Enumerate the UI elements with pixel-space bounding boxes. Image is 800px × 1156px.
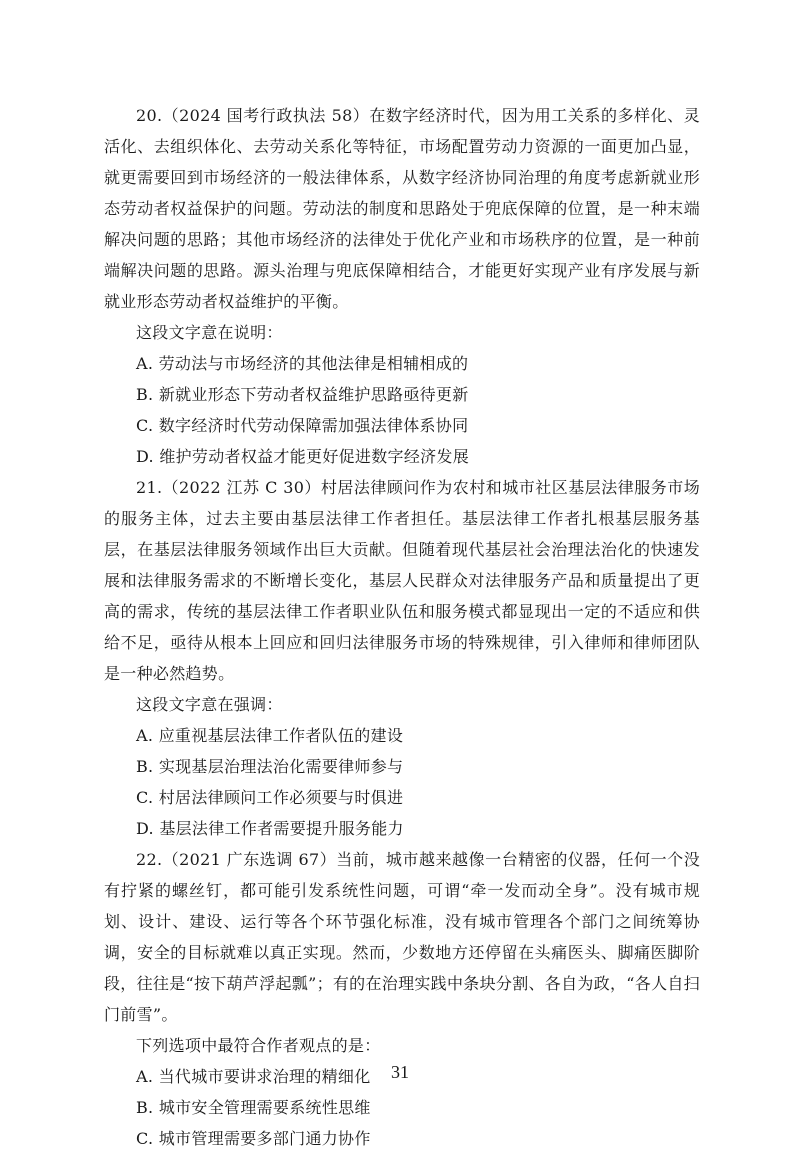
question-21 [104, 472, 700, 844]
option-c: C. 数字经济时代劳动保障需加强法律体系协同 [136, 416, 469, 435]
question-prompt: 这段文字意在说明： [136, 323, 283, 342]
option-a: A. 应重视基层法律工作者队伍的建设 [136, 726, 404, 745]
option-d: D. 基层法律工作者需要提升服务能力 [136, 819, 404, 838]
option-a: A. 当代城市要讲求治理的精细化 [136, 1067, 371, 1086]
option-c: C. 村居法律顾问工作必须要与时俱进 [136, 788, 404, 807]
question-stem: 21.（2022 江苏 C 30）村居法律顾问作为农村和城市社区基层法律服务市场的服务主体，过去主要由基层法律工作者担任。基层法律工作者扎根基层服务基层，在基层法律服务领域作出巨大贡献。但随着现代基层社会治理法治化的快速发展和法律服务需求的不断增长变化，基层人民群众对法律服务产品和质量提出了更高的需求，传统的基层法律工作者职业队伍和服务模式都显现出一定的不适应和供给不足，亟待从根本上回应和回归法律服务市场的特殊规律，引入律师和律师团队是一种必然趋势。 [104, 478, 700, 683]
question-stem: 20.（2024 国考行政执法 58）在数字经济时代，因为用工关系的多样化、灵活化、去组织体化、去劳动关系化等特征，市场配置劳动力资源的一面更加凸显，就更需要回到市场经济的一般法律体系，从数字经济协同治理的角度考虑新就业形态劳动者权益保护的问题。劳动法的制度和思路处于兜底保障的位置，是一种末端解决问题的思路；其他市场经济的法律处于优化产业和市场秩序的位置，是一种前端解决问题的思路。源头治理与兜底保障相结合，才能更好实现产业有序发展与新就业形态劳动者权益维护的平衡。 [104, 106, 700, 311]
page-content [104, 100, 700, 1154]
question-prompt: 这段文字意在强调： [136, 695, 283, 714]
question-prompt: 下列选项中最符合作者观点的是： [136, 1036, 381, 1055]
option-b: B. 实现基层治理法治化需要律师参与 [136, 757, 404, 776]
option-a: A. 劳动法与市场经济的其他法律是相辅相成的 [136, 354, 469, 373]
option-b: B. 城市安全管理需要系统性思维 [136, 1098, 371, 1117]
question-22 [104, 844, 700, 1154]
page-number: 31 [391, 1062, 409, 1082]
option-c: C. 城市管理需要多部门通力协作 [136, 1129, 371, 1148]
option-d: D. 维护劳动者权益才能更好促进数字经济发展 [136, 447, 470, 466]
option-b: B. 新就业形态下劳动者权益维护思路亟待更新 [136, 385, 469, 404]
question-20 [104, 100, 700, 472]
question-stem: 22.（2021 广东选调 67）当前，城市越来越像一台精密的仪器，任何一个没有拧紧的螺丝钉，都可能引发系统性问题，可谓“牵一发而动全身”。没有城市规划、设计、建设、运行等各个环节强化标准，没有城市管理各个部门之间统筹协调，安全的目标就难以真正实现。然而，少数地方还停留在头痛医头、脚痛医脚阶段，往往是“按下葫芦浮起瓢”；有的在治理实践中条块分割、各自为政，“各人自扫门前雪”。 [104, 850, 700, 1024]
